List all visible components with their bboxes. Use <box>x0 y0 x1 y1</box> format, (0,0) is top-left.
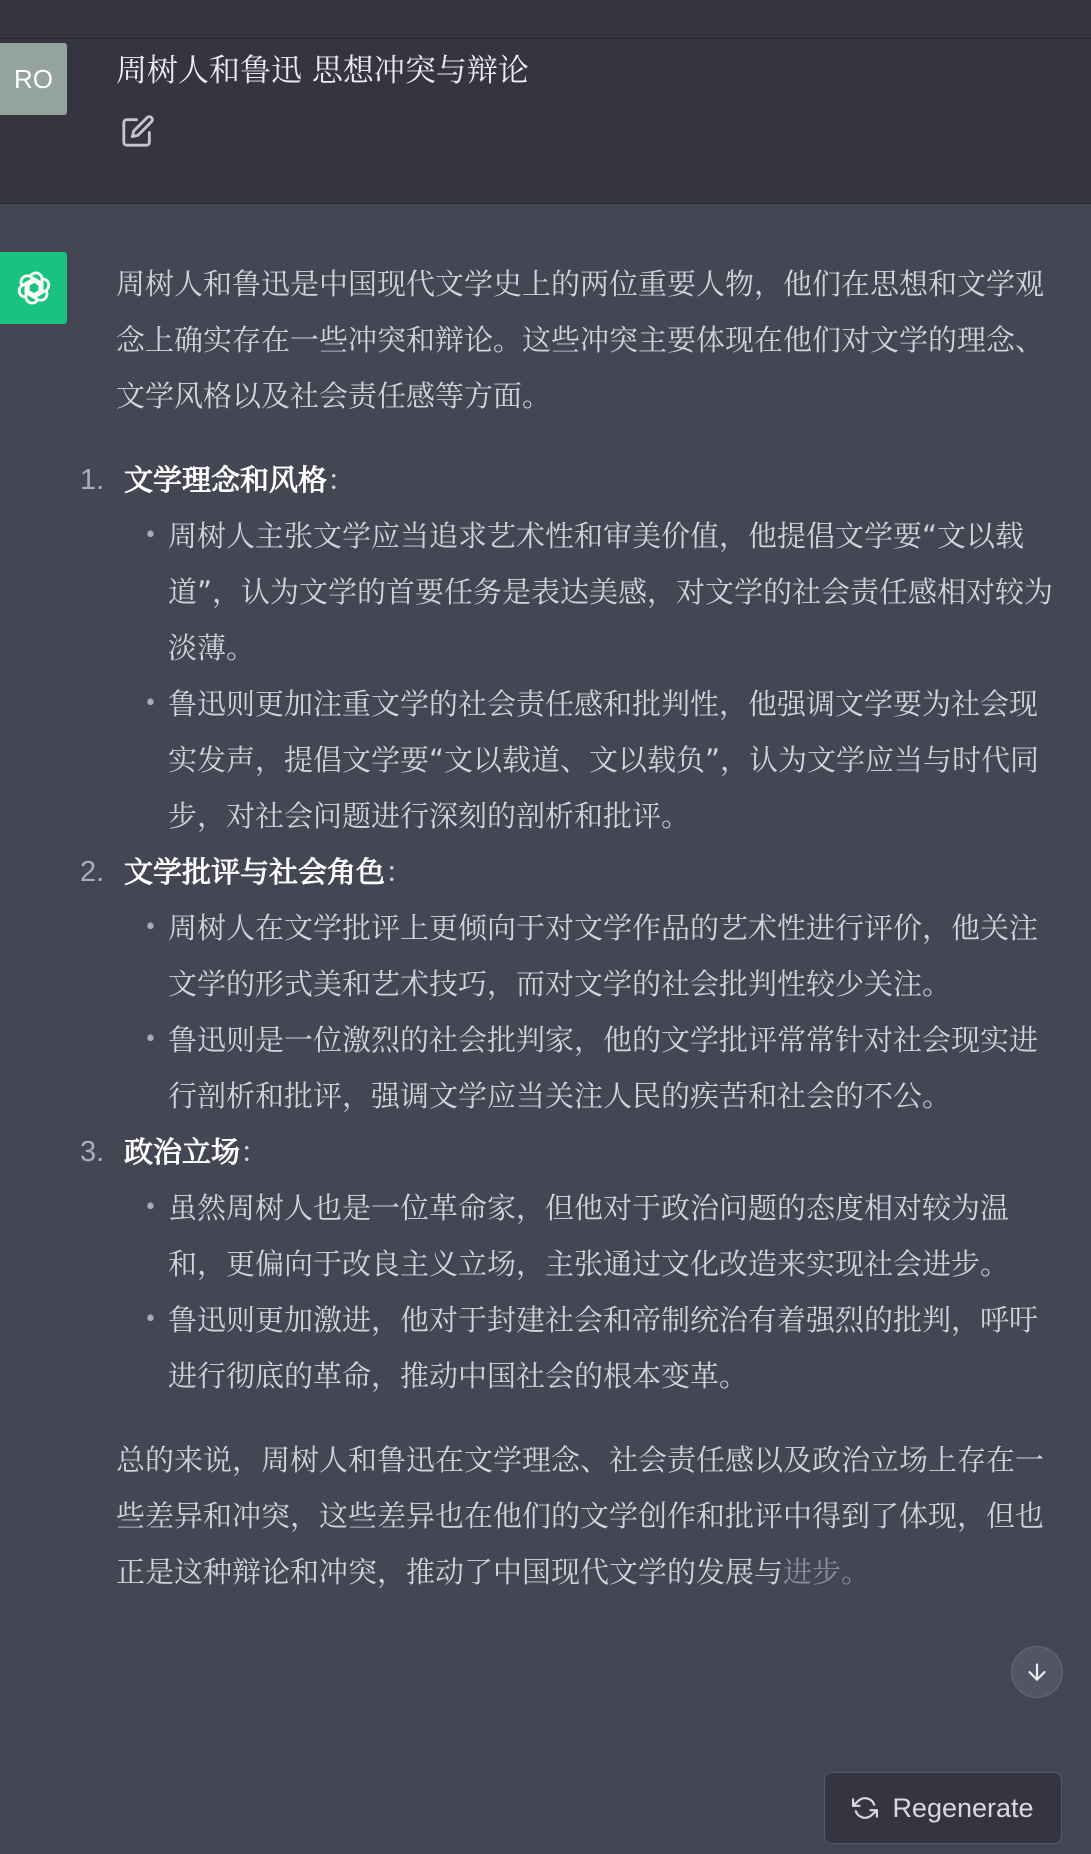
bullet-dot: • <box>144 915 157 940</box>
top-strip <box>0 0 1091 39</box>
bullet-dot: • <box>144 523 157 548</box>
bullet-item <box>124 900 1066 1012</box>
section-title: 政治立场 <box>124 1135 241 1169</box>
section-number: 3. <box>80 1136 105 1168</box>
section-bullets <box>124 1180 1066 1404</box>
bullet-dot: • <box>144 1195 157 1220</box>
section-colon: ： <box>240 1135 270 1169</box>
section-colon: ： <box>385 855 415 889</box>
regenerate-label: Regenerate <box>892 1792 1034 1823</box>
summary-tail: 进步。 <box>783 1555 871 1589</box>
answer-section-3 <box>80 1124 1066 1404</box>
edit-icon <box>121 114 155 148</box>
bullet-dot: • <box>144 1027 157 1052</box>
bullet-item <box>124 508 1066 676</box>
scroll-to-bottom-button[interactable] <box>1011 1646 1063 1698</box>
section-title: 文学理念和风格 <box>124 463 328 497</box>
answer-intro: 周树人和鲁迅是中国现代文学史上的两位重要人物，他们在思想和文学观念上确实存在一些冲突和辩论。这些冲突主要体现在他们对文学的理念、文学风格以及社会责任感等方面。 <box>116 267 1045 413</box>
section-colon: ： <box>327 463 357 497</box>
user-avatar <box>0 43 67 115</box>
bullet-text: 虽然周树人也是一位革命家，但他对于政治问题的态度相对较为温和，更偏向于改良主义立场，主张通过文化改造来实现社会进步。 <box>168 1191 1010 1281</box>
section-bullets <box>124 508 1066 844</box>
bullet-dot: • <box>144 691 157 716</box>
bullet-item <box>124 1012 1066 1124</box>
bullet-text: 鲁迅则更加激进，他对于封建社会和帝制统治有着强烈的批判，呼吁进行彻底的革命，推动中国社会的根本变革。 <box>168 1303 1039 1393</box>
user-message <box>0 39 1091 204</box>
openai-logo-icon <box>13 267 55 309</box>
answer-section-1 <box>80 452 1066 844</box>
bullet-dot: • <box>144 1307 157 1332</box>
arrow-down-icon <box>1024 1659 1050 1685</box>
bullet-text: 鲁迅则是一位激烈的社会批判家，他的文学批评常常针对社会现实进行剖析和批评，强调文学应当关注人民的疾苦和社会的不公。 <box>168 1023 1039 1113</box>
answer-summary <box>116 1432 1066 1600</box>
edit-message-button[interactable] <box>118 111 158 151</box>
section-number: 2. <box>80 856 105 888</box>
summary-text: 总的来说，周树人和鲁迅在文学理念、社会责任感以及政治立场上存在一些差异和冲突，这些差异也在他们的文学创作和批评中得到了体现，但也正是这种辩论和冲突，推动了中国现代文学的发展与 <box>116 1443 1045 1589</box>
answer-sections <box>80 452 1066 1404</box>
answer-section-2 <box>80 844 1066 1124</box>
bullet-text: 周树人在文学批评上更倾向于对文学作品的艺术性进行评价，他关注文学的形式美和艺术技巧，而对文学的社会批判性较少关注。 <box>168 911 1039 1001</box>
assistant-avatar <box>0 252 67 324</box>
bullet-text: 周树人主张文学应当追求艺术性和审美价值，他提倡文学要“文以载道”，认为文学的首要任务是表达美感，对文学的社会责任感相对较为淡薄。 <box>168 519 1054 665</box>
assistant-message <box>80 256 1066 1600</box>
user-message-text: 周树人和鲁迅 思想冲突与辩论 <box>116 53 529 89</box>
bullet-item <box>124 1292 1066 1404</box>
refresh-icon <box>852 1795 878 1821</box>
regenerate-button[interactable] <box>824 1772 1062 1844</box>
section-title: 文学批评与社会角色 <box>124 855 386 889</box>
user-avatar-initials: RO <box>14 63 53 94</box>
bullet-item <box>124 1180 1066 1292</box>
bullet-item <box>124 676 1066 844</box>
section-number: 1. <box>80 464 105 496</box>
section-bullets <box>124 900 1066 1124</box>
bullet-text: 鲁迅则更加注重文学的社会责任感和批判性，他强调文学要为社会现实发声，提倡文学要“文以载道、文以载负”，认为文学应当与时代同步，对社会问题进行深刻的剖析和批评。 <box>168 687 1040 833</box>
